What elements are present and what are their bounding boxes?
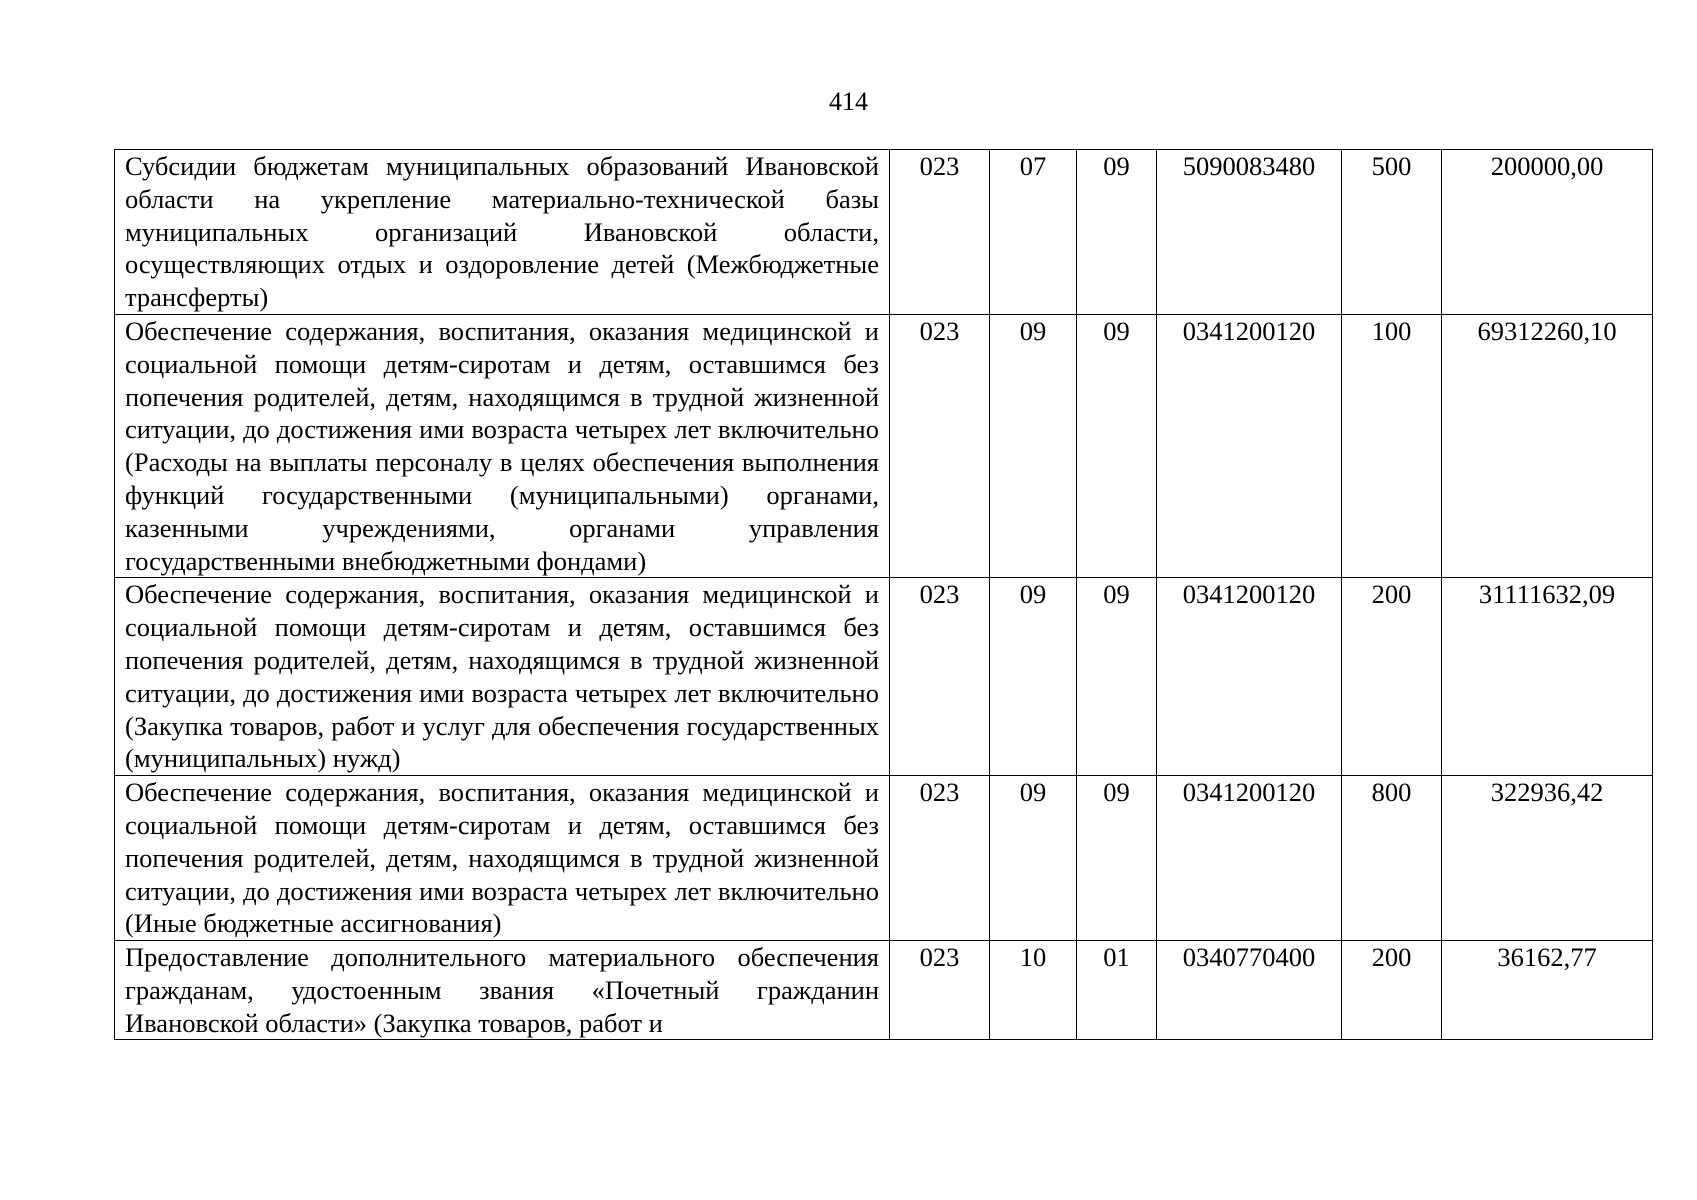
target-article-code: 0341200120 xyxy=(1157,314,1342,577)
row-description: Обеспечение содержания, воспитания, оказания медицинской и социальной помощи детям-сиротам и детям, оставшимся без попечения родителей, детям, находящимся в трудной жизненной ситуации, до достижения ими возраста четырех лет включительно (Расходы на выплаты персоналу в целях обеспечения выполнения функций государственными (муниципальными) органами, казенными учреждениями, органами управления государственными внебюджетными фондами) xyxy=(115,314,890,577)
subsection-code: 09 xyxy=(1077,776,1157,941)
ministry-code: 023 xyxy=(890,150,990,315)
page-number: 414 xyxy=(829,87,868,116)
table-row xyxy=(115,150,1653,315)
row-description: Обеспечение содержания, воспитания, оказания медицинской и социальной помощи детям-сиротам и детям, оставшимся без попечения родителей, детям, находящимся в трудной жизненной ситуации, до достижения ими возраста четырех лет включительно (Закупка товаров, работ и услуг для обеспечения государственных (муниципальных) нужд) xyxy=(115,578,890,776)
expense-type-code: 100 xyxy=(1342,314,1442,577)
row-description: Субсидии бюджетам муниципальных образований Ивановской области на укрепление материально-технической базы муниципальных организаций Ивановской области, осуществляющих отдых и оздоровление детей (Межбюджетные трансферты) xyxy=(115,150,890,315)
ministry-code: 023 xyxy=(890,314,990,577)
target-article-code: 0340770400 xyxy=(1157,941,1342,1040)
section-code: 09 xyxy=(990,776,1077,941)
amount: 31111632,09 xyxy=(1442,578,1653,776)
subsection-code: 01 xyxy=(1077,941,1157,1040)
subsection-code: 09 xyxy=(1077,314,1157,577)
budget-table xyxy=(114,149,1653,1040)
target-article-code: 5090083480 xyxy=(1157,150,1342,315)
section-code: 10 xyxy=(990,941,1077,1040)
subsection-code: 09 xyxy=(1077,578,1157,776)
table-row xyxy=(115,314,1653,577)
row-description: Обеспечение содержания, воспитания, оказания медицинской и социальной помощи детям-сиротам и детям, оставшимся без попечения родителей, детям, находящимся в трудной жизненной ситуации, до достижения ими возраста четырех лет включительно (Иные бюджетные ассигнования) xyxy=(115,776,890,941)
amount: 200000,00 xyxy=(1442,150,1653,315)
expense-type-code: 200 xyxy=(1342,578,1442,776)
table-row xyxy=(115,941,1653,1040)
amount: 69312260,10 xyxy=(1442,314,1653,577)
target-article-code: 0341200120 xyxy=(1157,776,1342,941)
table-row xyxy=(115,776,1653,941)
target-article-code: 0341200120 xyxy=(1157,578,1342,776)
row-description-cell xyxy=(115,941,890,1040)
expense-type-code: 200 xyxy=(1342,941,1442,1040)
section-code: 07 xyxy=(990,150,1077,315)
subsection-code: 09 xyxy=(1077,150,1157,315)
row-description: Предоставление дополнительного материального обеспечения гражданам, удостоенным звания «Почетный гражданин Ивановской области» (Закупка товаров, работ и xyxy=(125,942,879,1038)
section-code: 09 xyxy=(990,314,1077,577)
ministry-code: 023 xyxy=(890,776,990,941)
amount: 36162,77 xyxy=(1442,941,1653,1040)
ministry-code: 023 xyxy=(890,578,990,776)
expense-type-code: 500 xyxy=(1342,150,1442,315)
expense-type-code: 800 xyxy=(1342,776,1442,941)
amount: 322936,42 xyxy=(1442,776,1653,941)
ministry-code: 023 xyxy=(890,941,990,1040)
table-row xyxy=(115,578,1653,776)
section-code: 09 xyxy=(990,578,1077,776)
